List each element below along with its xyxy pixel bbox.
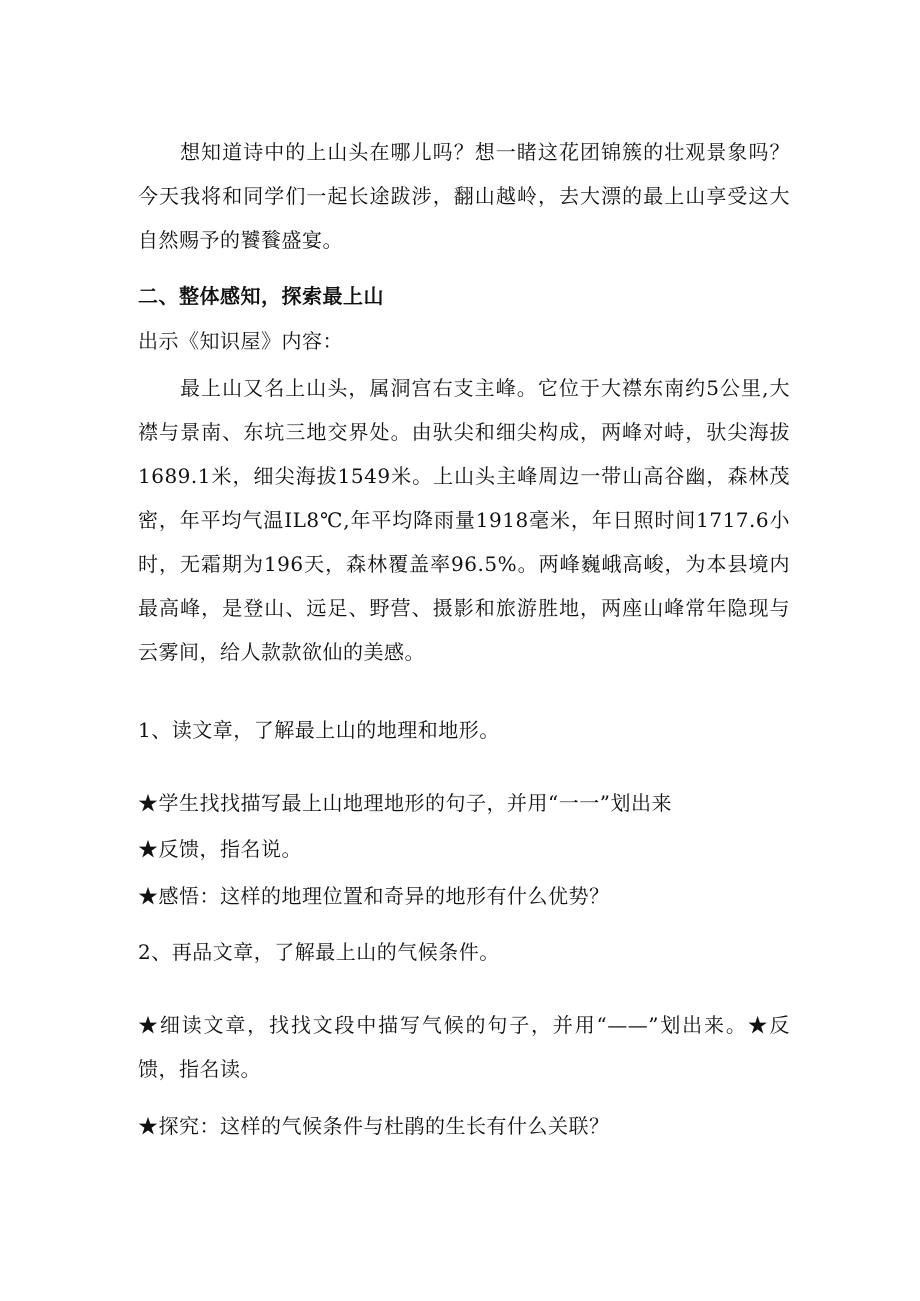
show-knowledge-label: 出示《知识屋》内容： bbox=[138, 329, 343, 353]
intro-paragraph: 想知道诗中的上山头在哪儿吗？想一睹这花团锦簇的壮观景象吗？今天我将和同学们一起长途跋涉，翻山越岭，去大漂的最上山享受这大自然赐予的饕餮盛宴。 bbox=[138, 140, 790, 252]
knowledge-paragraph: 最上山又名上山头，属洞宫右支主峰。它位于大襟东南约5公里,大襟与景南、东坑三地交界处。由驮尖和细尖构成，两峰对峙，驮尖海拔1689.1米，细尖海拔1549米。上山头主峰周边一带山高谷幽，森林茂密，年平均气温IL8℃,年平均降雨量1918毫米，年日照时间1717.6小时，无霜期为196天，森林覆盖率96.5%。两峰巍峨高峻，为本县境内最高峰，是登山、远足、野营、摄影和旅游胜地，两座山峰常年隐现与云雾间，给人款款欲仙的美感。 bbox=[138, 376, 790, 664]
step-2-detail: ★细读文章，找找文段中描写气候的句子，并用“——”划出来。★反馈，指名读。 bbox=[138, 1013, 790, 1081]
step-2-title: 2、再品文章，了解最上山的气候条件。 bbox=[138, 940, 500, 964]
step-1-item-reflect: ★感悟：这样的地理位置和奇异的地形有什么优势？ bbox=[138, 884, 610, 908]
step-2-explore: ★探究：这样的气候条件与杜鹃的生长有什么关联？ bbox=[138, 1114, 610, 1138]
step-1-title: 1、读文章，了解最上山的地理和地形。 bbox=[138, 718, 500, 742]
step-1-item-feedback: ★反馈，指名说。 bbox=[138, 837, 302, 861]
section-heading: 二、整体感知，探索最上山 bbox=[138, 284, 384, 308]
step-1-item-find: ★学生找找描写最上山地理地形的句子，并用“一一”划出来 bbox=[138, 791, 672, 815]
